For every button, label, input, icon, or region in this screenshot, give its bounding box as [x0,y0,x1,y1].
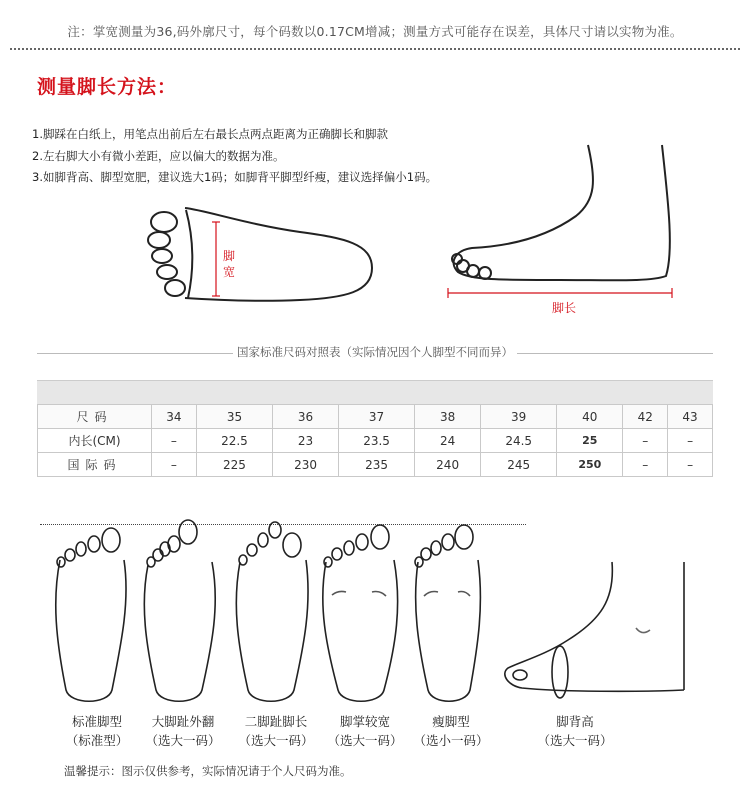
table-cell: 245 [481,453,557,477]
table-caption-text: 国家标准尺码对照表（实际情况因个人脚型不同而异） [233,345,517,359]
second-toe-foot-icon [236,522,308,701]
foot-type-3 [228,712,324,750]
foot-type-advice: （选大一码） [145,733,221,748]
foot-type-1 [54,712,140,750]
table-cell: 43 [668,405,713,429]
table-cell: 235 [338,453,414,477]
foot-length-label: 脚长 [552,301,577,315]
foot-type-5 [408,712,494,750]
table-cell: 24.5 [481,429,557,453]
foot-type-name: 脚背高 [556,714,594,729]
foot-width-label-1: 脚 [223,249,236,263]
foot-type-advice: （选大一码） [238,733,314,748]
table-cell: 35 [196,405,272,429]
standard-foot-icon [56,528,126,701]
table-cell: – [668,429,713,453]
tip-text: 温馨提示：图示仅供参考，实际情况请于个人尺码为准。 [64,764,352,778]
foot-type-name: 标准脚型 [71,714,122,729]
foot-type-name: 大脚趾外翻 [151,714,215,729]
table-cell: – [152,429,197,453]
table-cell: 34 [152,405,197,429]
table-cell: 40 [557,405,623,429]
foot-type-6 [532,712,618,750]
foot-type-advice: （标准型） [65,733,129,748]
table-cell: 36 [273,405,339,429]
table-cell: 38 [415,405,481,429]
table-cell: – [623,429,668,453]
foot-type-advice: （选大一码） [327,733,403,748]
table-cell: – [668,453,713,477]
foot-type-advice: （选小一码） [413,733,489,748]
foot-type-name: 瘦脚型 [432,714,470,729]
foot-type-name: 二脚趾脚长 [244,714,308,729]
table-cell: – [152,453,197,477]
table-cell: – [623,453,668,477]
row-header: 尺码 [38,405,152,429]
row-header: 内长(CM) [38,429,152,453]
step-2: 2.左右脚大小有微小差距，应以偏大的数据为准。 [32,148,285,163]
foot-width-label-2: 宽 [223,265,236,279]
size-note: 注：掌宽测量为36,码外廓尺寸，每个码数以0.17CM增减；测量方式可能存在误差，具体尺寸请以实物为准。 [67,24,683,39]
foot-type-2 [140,712,226,750]
high-instep-foot-icon [505,562,684,698]
table-cell: 42 [623,405,668,429]
table-cell: 37 [338,405,414,429]
table-cell: 22.5 [196,429,272,453]
table-cell: 23.5 [338,429,414,453]
table-cell: 225 [196,453,272,477]
table-cell: 24 [415,429,481,453]
table-cell: 230 [273,453,339,477]
foot-type-advice: （选大一码） [537,733,613,748]
bunion-foot-icon [144,520,215,701]
table-cell: 25 [557,429,623,453]
foot-type-name: 脚掌较宽 [339,714,390,729]
table-cell: 39 [481,405,557,429]
slim-foot-icon [415,525,480,701]
foot-type-4 [322,712,408,750]
wide-foot-icon [323,525,398,701]
row-header: 国际码 [38,453,152,477]
section-title: 测量脚长方法： [37,76,178,98]
table-cell: 250 [557,453,623,477]
step-3: 3.如脚背高、脚型宽肥，建议选大1码；如脚背平脚型纤瘦，建议选择偏小1码。 [32,170,438,184]
table-cell: 23 [273,429,339,453]
table-cell: 240 [415,453,481,477]
step-1: 1.脚踩在白纸上，用笔点出前后左右最长点两点距离为正确脚长和脚款 [32,127,388,141]
